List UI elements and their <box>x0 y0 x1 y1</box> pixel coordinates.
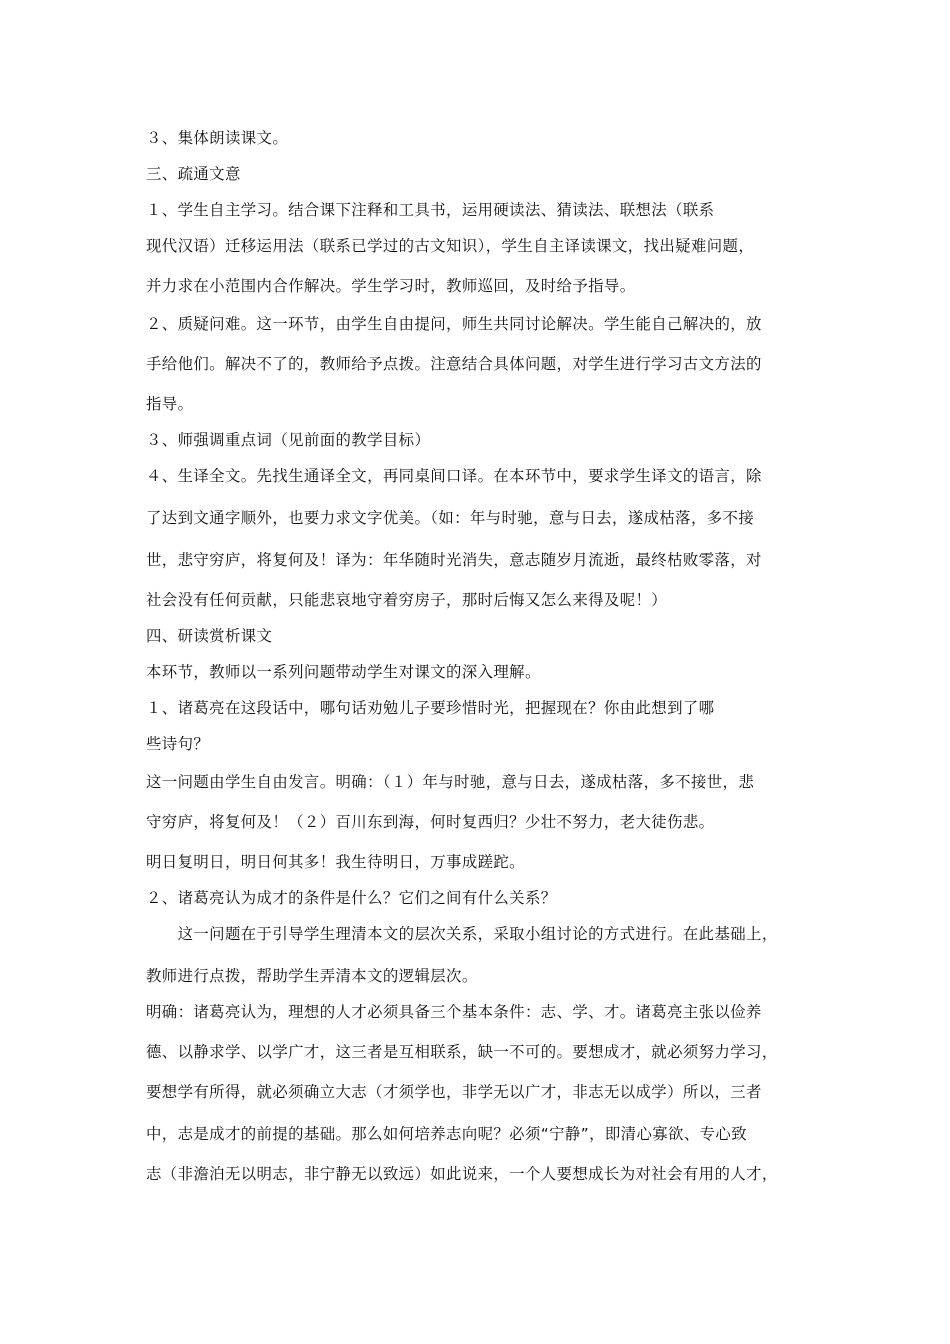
section-heading: 四、研读赏析课文 <box>146 627 273 645</box>
text-line: 手给他们。解决不了的，教师给予点拨。注意结合具体问题，对学生进行学习古文方法的 <box>146 355 762 373</box>
text-line: 些诗句？ <box>146 735 210 753</box>
text-line: 世，悲守穷庐，将复何及！译为：年华随时光消失，意志随岁月流逝，最终枯败零落，对 <box>146 551 762 569</box>
text-line: ３、集体朗读课文。 <box>146 129 289 147</box>
text-line: 现代汉语）迁移运用法（联系已学过的古文知识），学生自主译读课文，找出疑难问题， <box>146 237 755 255</box>
text-line: 中，志是成才的前提的基础。那么如何培养志向呢？必须“宁静”，即清心寡欲、专心致 <box>146 1125 748 1143</box>
text-line: 明日复明日，明日何其多！我生待明日，万事成蹉跎。 <box>146 853 525 871</box>
text-line: 并力求在小范围内合作解决。学生学习时，教师巡回，及时给予指导。 <box>146 277 636 295</box>
text-line: ２、诸葛亮认为成才的条件是什么？它们之间有什么关系？ <box>146 889 557 907</box>
text-line: 明确：诸葛亮认为，理想的人才必须具备三个基本条件：志、学、才。诸葛亮主张以俭养 <box>146 1003 762 1021</box>
text-line: 社会没有任何贡献，只能悲哀地守着穷房子，那时后悔又怎么来得及呢！） <box>146 591 668 609</box>
text-line: 德、以静求学、以学广才，这三者是互相联系，缺一不可的。要想成才，就必须努力学习， <box>146 1043 778 1061</box>
text-line: 要想学有所得，就必须确立大志（才须学也，非学无以广才，非志无以成学）所以，三者 <box>146 1083 762 1101</box>
text-line: ３、师强调重点词（见前面的教学目标） <box>146 431 431 449</box>
text-line: １、诸葛亮在这段话中，哪句话劝勉儿子要珍惜时光，把握现在？你由此想到了哪 <box>146 699 715 717</box>
text-line: 这一问题由学生自由发言。明确：（１）年与时驰，意与日去，遂成枯落，多不接世，悲 <box>146 773 755 791</box>
text-line: 这一问题在于引导学生理清本文的层次关系，采取小组讨论的方式进行。在此基础上， <box>146 925 778 943</box>
text-line: 本环节，教师以一系列问题带动学生对课文的深入理解。 <box>146 663 541 681</box>
section-heading: 三、疏通文意 <box>146 165 241 183</box>
text-line: ４、生译全文。先找生通译全文，再同桌间口译。在本环节中，要求学生译文的语言，除 <box>146 467 762 485</box>
text-line: 教师进行点拨，帮助学生弄清本文的逻辑层次。 <box>146 967 478 985</box>
text-line: ２、质疑问难。这一环节，由学生自由提问，师生共同讨论解决。学生能自己解决的，放 <box>146 315 762 333</box>
text-line: 了达到文通字顺外，也要力求文字优美。（如：年与时驰，意与日去，遂成枯落，多不接 <box>146 509 755 527</box>
text-line: 指导。 <box>146 395 194 413</box>
text-line: １、学生自主学习。结合课下注释和工具书，运用硬读法、猜读法、联想法（联系 <box>146 201 715 219</box>
text-line: 志（非澹泊无以明志，非宁静无以致远）如此说来，一个人要想成长为对社会有用的人才， <box>146 1165 778 1183</box>
text-line: 守穷庐，将复何及！（２）百川东到海，何时复西归？少壮不努力，老大徒伤悲。 <box>146 813 715 831</box>
